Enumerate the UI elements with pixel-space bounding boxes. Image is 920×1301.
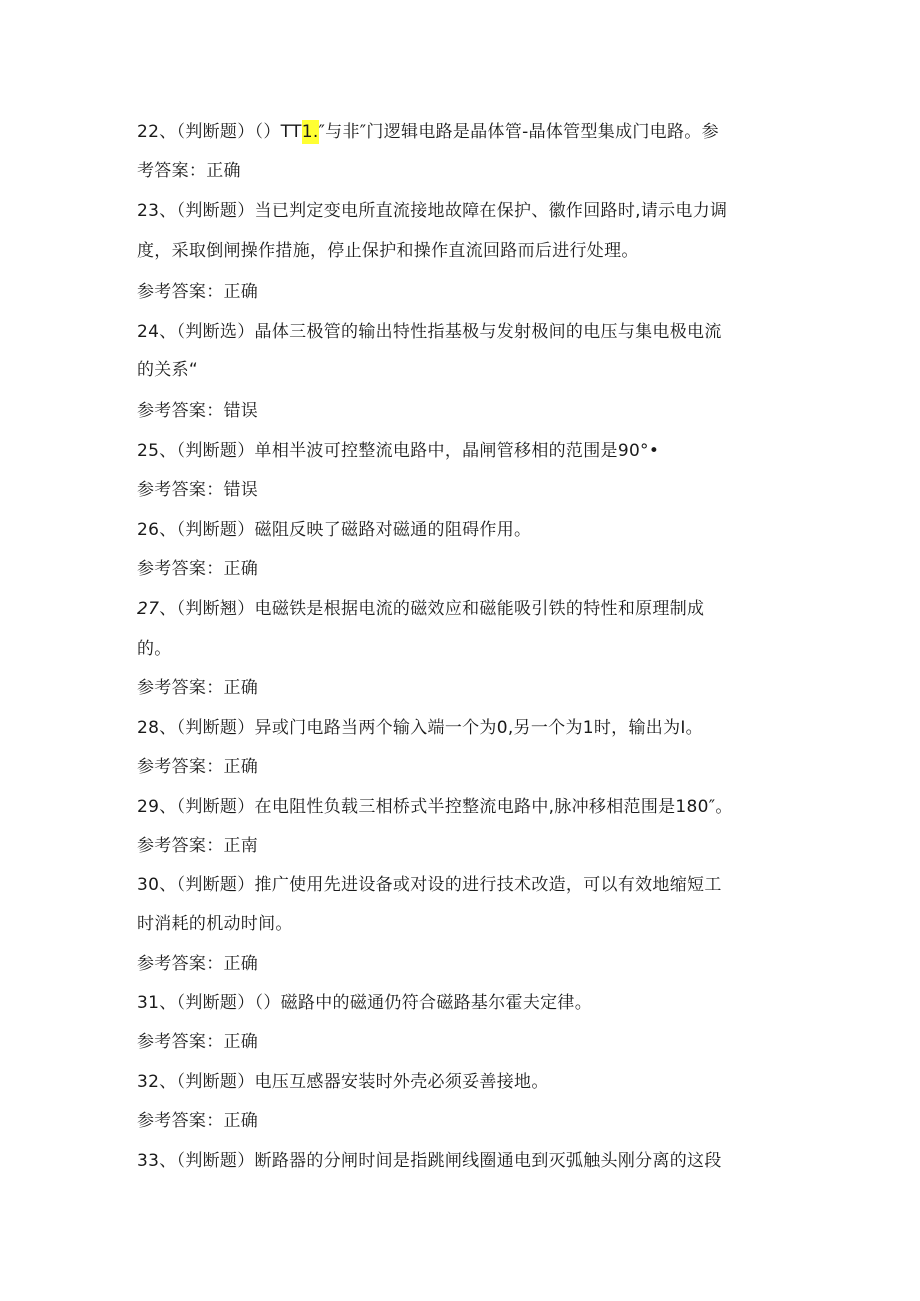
question-31-answer: 参考答案：正确 [137,1032,259,1052]
question-23-line-1: 23、（判断题）当已判定变电所直流接地故障在保护、徽作回路时,请示电力调 [137,201,728,221]
question-32-line-1: 32、（判断题）电压互感器安装时外壳必须妥善接地。 [137,1072,549,1092]
question-23-line-2: 度，采取倒闸操作措施，停止保护和操作直流回路而后进行处理。 [137,241,639,261]
question-27-answer: 参考答案：正确 [137,678,259,698]
question-27-number: 27 [137,599,160,619]
question-22-text: ″与非″门逻辑电路是晶体管-晶体管型集成门电路。参 [318,122,719,142]
highlighted-text: 1. [301,122,319,142]
question-22-line-2: 考答案：正确 [137,161,241,181]
question-22-line-1 [137,120,797,144]
question-32-answer: 参考答案：正确 [137,1111,259,1131]
question-24-line-1: 24、（判断选）晶体三极管的输出特性指基极与发射极间的电压与集电极电流 [137,322,722,342]
question-23-answer: 参考答案：正确 [137,282,259,302]
question-29-line-1: 29、（判断题）在电阻性负载三相桥式半控整流电路中,脉冲移相范围是180″。 [137,797,733,817]
question-25-answer: 参考答案：错误 [137,480,259,500]
question-28-answer: 参考答案：正确 [137,757,259,777]
question-22-prefix: 22、（判断题）（）TT [137,122,302,142]
question-30-line-1: 30、（判断题）推广使用先进设备或对设的进行技术改造，可以有效地缩短工 [137,875,722,895]
question-24-answer: 参考答案：错误 [137,401,259,421]
question-31-line-1: 31、（判断题）（）磁路中的磁通仍符合磁路基尔霍夫定律。 [137,993,593,1013]
question-25-line-1: 25、（判断题）单相半波可控整流电路中，晶闸管移相的范围是90°• [137,441,660,461]
question-33-line-1: 33、（判断题）断路器的分闸时间是指跳闸线圈通电到灭弧触头刚分离的这段 [137,1151,722,1171]
question-27-line-2: 的。 [137,639,172,659]
question-27-text: 、（判断翘）电磁铁是根据电流的磁效应和磁能吸引铁的特性和原理制成 [159,599,705,619]
question-26-line-1: 26、（判断题）磁阻反映了磁路对磁通的阻碍作用。 [137,520,532,540]
question-28-line-1: 28、（判断题）异或门电路当两个输入端一个为0,另一个为1时，输出为I。 [137,718,703,738]
question-30-line-2: 时消耗的机动时间。 [137,914,293,934]
question-24-line-2: 的关系“ [137,360,199,380]
question-30-answer: 参考答案：正确 [137,954,259,974]
question-26-answer: 参考答案：正确 [137,559,259,579]
question-29-answer: 参考答案：正南 [137,836,259,856]
question-27-line-1 [137,597,797,621]
